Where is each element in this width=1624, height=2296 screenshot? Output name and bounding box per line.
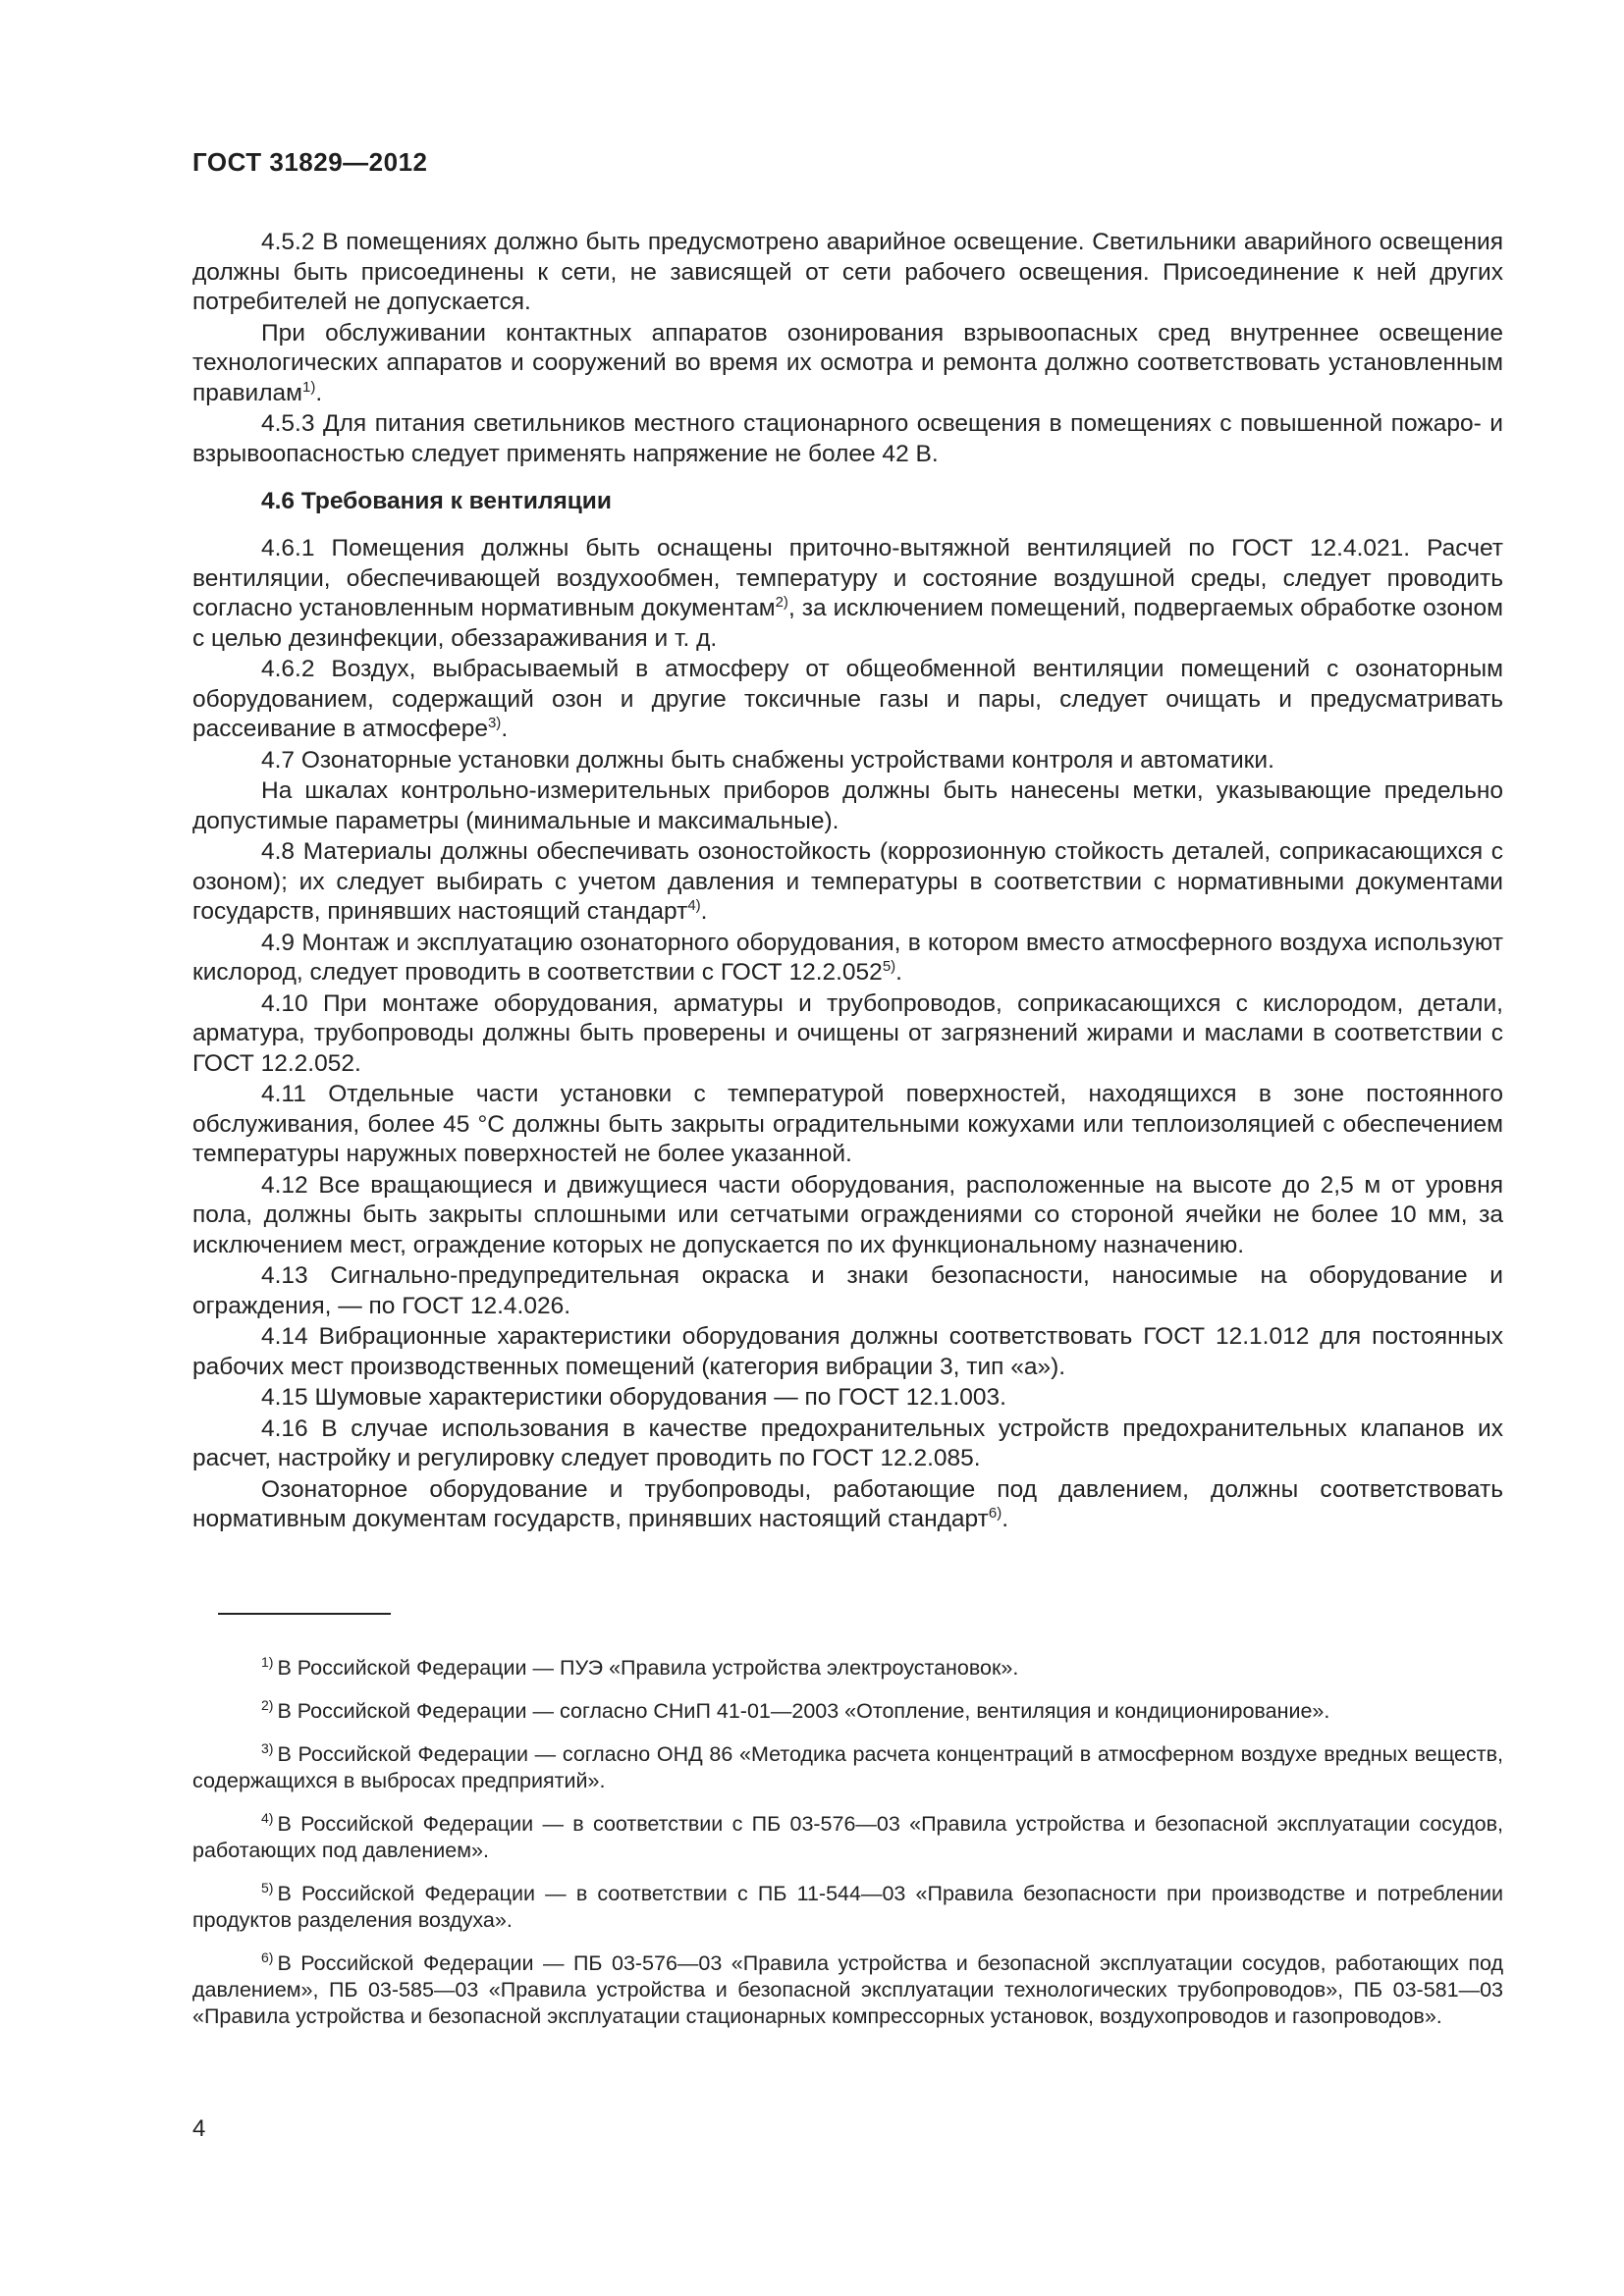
paragraph-text: Озонаторное оборудование и трубопроводы, работающие под давлением, должны соответствовать нормативным документам государств, принявших настоящий стандарт: [192, 1475, 1503, 1532]
footnotes: [192, 1655, 1503, 2047]
paragraph-tail: , за исключением помещений, подвергаемых обработке озоном с целью дезинфекции, обеззараживания и т. д.: [192, 595, 1503, 652]
footnote-ref-1: 1): [302, 378, 316, 396]
paragraph-4-5-3: 4.5.3 Для питания светильников местного стационарного освещения в помещениях с повышенной пожаро- и взрывоопасностью следует применять напряжение не более 42 В.: [192, 410, 1503, 467]
paragraph-tail: .: [700, 898, 708, 925]
footnote-text: В Российской Федерации — в соответствии с ПБ 03-576—03 «Правила устройства и безопасной эксплуатации сосудов, работающих под давлением».: [192, 1812, 1503, 1862]
footnote-marker: 3): [261, 1740, 274, 1756]
footnote-marker: 5): [261, 1880, 274, 1896]
paragraph-4-6-1: [192, 534, 1503, 654]
paragraph-text: 4.8 Материалы должны обеспечивать озоностойкость (коррозионную стойкость деталей, соприкасающихся с озоном); их следует выбирать с учетом давления и температуры в соответствии с нормативными документами государств, принявших настоящий стандарт: [192, 838, 1503, 925]
paragraph-ozonation-lighting: [192, 319, 1503, 409]
footnote-marker: 1): [261, 1654, 274, 1670]
footnote-ref-4: 4): [687, 897, 701, 914]
footnote-ref-6: 6): [988, 1505, 1002, 1522]
footnote-3: [192, 1741, 1503, 1794]
paragraph-4-16-pressure: [192, 1475, 1503, 1535]
paragraph-4-9: [192, 929, 1503, 988]
section-heading-4-6: 4.6 Требования к вентиляции: [261, 488, 612, 514]
footnote-text: В Российской Федерации — ПБ 03-576—03 «Правила устройства и безопасной эксплуатации сосудов, работающих под давлением», ПБ 03-585—03 «Правила устройства и безопасной эксплуатации технологических трубопроводов», ПБ 03-581—03 «Правила устройства и безопасной эксплуатации стационарных компрессорных установок, воздухопроводов и газопроводов».: [192, 1951, 1503, 2028]
footnote-1: [192, 1655, 1503, 1682]
footnote-ref-5: 5): [882, 958, 896, 975]
document-header: ГОСТ 31829—2012: [192, 147, 428, 177]
paragraph-tail: .: [1001, 1506, 1009, 1532]
footnote-divider: [218, 1613, 391, 1615]
footnote-text: В Российской Федерации — в соответствии с ПБ 11-544—03 «Правила безопасности при производстве и потреблении продуктов разделения воздуха».: [192, 1882, 1503, 1932]
paragraph-text: 4.9 Монтаж и эксплуатацию озонаторного оборудования, в котором вместо атмосферного воздуха используют кислород, следует проводить в соответствии с ГОСТ 12.2.052: [192, 929, 1503, 986]
footnote-4: [192, 1811, 1503, 1864]
paragraph-text: 4.6.2 Воздух, выбрасываемый в атмосферу от общеобменной вентиляции помещений с озонаторным оборудованием, содержащий озон и другие токсичные газы и пары, следует очищать и предусматривать рассеивание в атмосфере: [192, 656, 1503, 742]
paragraph-text: При обслуживании контактных аппаратов озонирования взрывоопасных сред внутреннее освещение технологических аппаратов и сооружений во время их осмотра и ремонта должно соответствовать установленным правилам: [192, 319, 1503, 406]
footnote-text: В Российской Федерации — ПУЭ «Правила устройства электроустановок».: [277, 1656, 1019, 1680]
footnote-6: [192, 1950, 1503, 2030]
page-number: 4: [192, 2115, 206, 2142]
paragraph-4-10: 4.10 При монтаже оборудования, арматуры и трубопроводов, соприкасающихся с кислородом, детали, арматура, трубопроводы должны быть проверены и очищены от загрязнений жирами и маслами в соответствии с ГОСТ 12.2.052.: [192, 989, 1503, 1077]
paragraph-tail: .: [895, 959, 902, 986]
footnote-ref-3: 3): [487, 715, 502, 731]
footnote-marker: 6): [261, 1949, 274, 1965]
footnote-marker: 2): [261, 1697, 274, 1713]
footnote-text: В Российской Федерации — согласно СНиП 41-01—2003 «Отопление, вентиляция и кондиционирование».: [277, 1699, 1330, 1723]
paragraph-tail: .: [501, 716, 509, 742]
paragraph-4-8: [192, 837, 1503, 928]
paragraph-4-13: 4.13 Сигнально-предупредительная окраска и знаки безопасности, наносимые на оборудование и ограждения, — по ГОСТ 12.4.026.: [192, 1262, 1503, 1319]
footnote-5: [192, 1881, 1503, 1934]
paragraph-4-7: 4.7 Озонаторные установки должны быть снабжены устройствами контроля и автоматики.: [261, 746, 1274, 774]
footnote-2: [192, 1698, 1503, 1725]
paragraph-4-7-scales: На шкалах контрольно-измерительных приборов должны быть нанесены метки, указывающие предельно допустимые параметры (минимальные и максимальные).: [192, 777, 1503, 834]
paragraph-4-5-2: 4.5.2 В помещениях должно быть предусмотрено аварийное освещение. Светильники аварийного освещения должны быть присоединены к сети, не зависящей от сети рабочего освещения. Присоединение к ней других потребителей не допускается.: [192, 229, 1503, 315]
paragraph-text: 4.6.1 Помещения должны быть оснащены приточно-вытяжной вентиляцией по ГОСТ 12.4.021. Расчет вентиляции, обеспечивающей воздухообмен, температуру и состояние воздушной среды, следует проводить согласно установленным нормативным документам: [192, 535, 1503, 621]
paragraph-4-11: 4.11 Отдельные части установки с температурой поверхностей, находящихся в зоне постоянного обслуживания, более 45 °С должны быть закрыты оградительными кожухами или теплоизоляцией с обеспечением температуры наружных поверхностей не более указанной.: [192, 1081, 1503, 1167]
paragraph-4-14: 4.14 Вибрационные характеристики оборудования должны соответствовать ГОСТ 12.1.012 для постоянных рабочих мест производственных помещений (категория вибрации 3, тип «а»).: [192, 1323, 1503, 1380]
footnote-text: В Российской Федерации — согласно ОНД 86 «Методика расчета концентраций в атмосферном воздухе вредных веществ, содержащихся в выбросах предприятий».: [192, 1742, 1503, 1792]
paragraph-4-6-2: [192, 655, 1503, 745]
paragraph-tail: .: [315, 379, 323, 406]
paragraph-4-16: 4.16 В случае использования в качестве предохранительных устройств предохранительных клапанов их расчет, настройку и регулировку следует проводить по ГОСТ 12.2.085.: [192, 1415, 1503, 1471]
footnote-ref-2: 2): [775, 594, 788, 611]
paragraph-4-12: 4.12 Все вращающиеся и движущиеся части оборудования, расположенные на высоте до 2,5 м от уровня пола, должны быть закрыты сплошными или сетчатыми ограждениями со стороной ячейки не более 10 мм, за исключением мест, ограждение которых не допускается по их функциональному назначению.: [192, 1171, 1503, 1258]
footnote-marker: 4): [261, 1810, 274, 1826]
paragraph-4-15: 4.15 Шумовые характеристики оборудования — по ГОСТ 12.1.003.: [261, 1384, 1006, 1411]
main-text: [192, 228, 1503, 1536]
